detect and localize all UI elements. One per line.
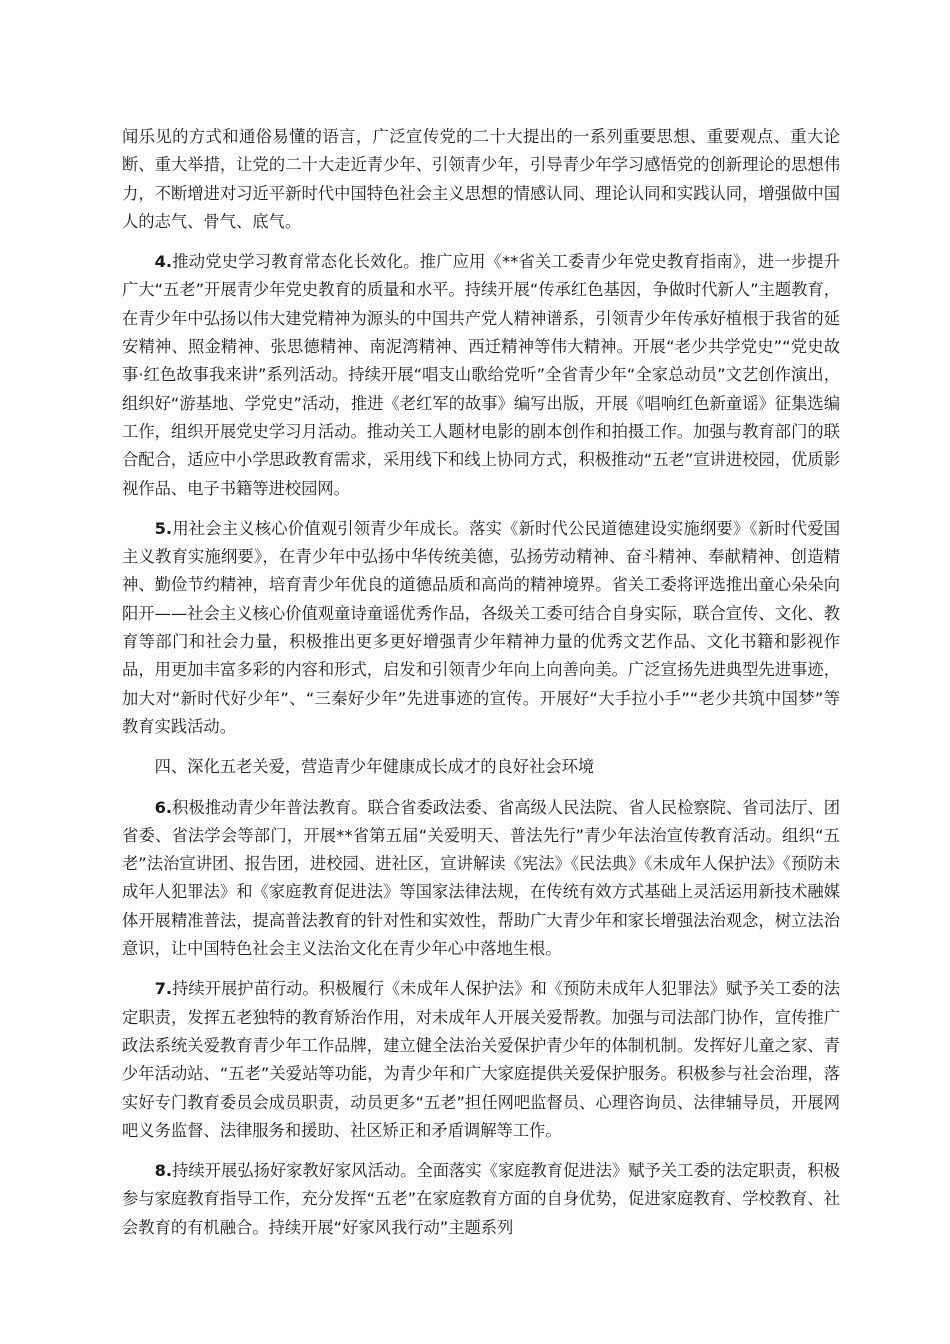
item-number: 5.	[154, 518, 173, 538]
section-heading-text: 四、深化五老关爱，营造青少年健康成长成才的良好社会环境	[154, 757, 595, 777]
paragraph-item-7	[122, 975, 840, 1145]
paragraph-item-4	[122, 248, 840, 503]
paragraph-text: 推动党史学习教育常态化长效化。推广应用《**省关工委青少年党史教育指南》，进一步提升广大“五老”开展青少年党史教育的质量和水平。持续开展“传承红色基因，争做时代新人”主题教育，在青少年中弘扬以伟大建党精神为源头的中国共产党人精神谱系，引领青少年传承好植根于我省的延安精神、照金精神、张思德精神、南泥湾精神、西迁精神等伟大精神。开展“老少共学党史”“党史故事·红色故事我来讲”系列活动。持续开展“唱支山歌给党听”全省青少年“全家总动员”文艺创作演出，组织好“游基地、学党史”活动，推进《老红军的故事》编写出版，开展《唱响红色新童谣》征集选编工作，组织开展党史学习月活动。推动关工人题材电影的剧本创作和拍摄工作。加强与教育部门的联合配合，适应中小学思政教育需求，采用线下和线上协同方式，积极推动“五老”宣讲进校园，优质影视作品、电子书籍等进校园网。	[122, 252, 840, 498]
section-heading	[122, 753, 840, 781]
paragraph-text: 积极推动青少年普法教育。联合省委政法委、省高级人民法院、省人民检察院、省司法厅、团省委、省法学会等部门，开展**省第五届“关爱明天、普法先行”青少年法治宣传教育活动。组织“五老”法治宣讲团、报告团，进校园、进社区，宣讲解读《宪法》《民法典》《未成年人保护法》《预防未成年人犯罪法》和《家庭教育促进法》等国家法律法规，在传统有效方式基础上灵活运用新技术融媒体开展精准普法，提高普法教育的针对性和实效性，帮助广大青少年和家长增强法治观念，树立法治意识，让中国特色社会主义法治文化在青少年心中落地生根。	[122, 797, 840, 959]
item-number: 6.	[154, 797, 173, 817]
paragraph-item-5	[122, 515, 840, 741]
item-number: 4.	[154, 252, 173, 272]
item-number: 8.	[154, 1161, 173, 1181]
paragraph-text: 闻乐见的方式和通俗易懂的语言，广泛宣传党的二十大提出的一系列重要思想、重要观点、重大论断、重大举措，让党的二十大走近青少年、引领青少年，引导青少年学习感悟党的创新理论的思想伟力，不断增进对习近平新时代中国特色社会主义思想的情感认同、理论认同和实践认同，增强做中国人的志气、骨气、底气。	[122, 127, 840, 231]
item-number: 7.	[154, 979, 173, 999]
paragraph-text: 用社会主义核心价值观引领青少年成长。落实《新时代公民道德建设实施纲要》《新时代爱国主义教育实施纲要》，在青少年中弘扬中华传统美德，弘扬劳动精神、奋斗精神、奉献精神、创造精神、勤俭节约精神，培育青少年优良的道德品质和高尚的精神境界。省关工委将评选推出童心朵朵向阳开——社会主义核心价值观童诗童谣优秀作品，各级关工委可结合自身实际，联合宣传、文化、教育等部门和社会力量，积极推出更多更好增强青少年精神力量的优秀文艺作品、文化书籍和影视作品，用更加丰富多彩的内容和形式，启发和引领青少年向上向善向美。广泛宣扬先进典型先进事迹，加大对“新时代好少年”、“三秦好少年”先进事迹的宣传。开展好“大手拉小手”“老少共筑中国梦”等教育实践活动。	[122, 518, 840, 736]
paragraph-item-8	[122, 1157, 840, 1242]
paragraph-continuation	[122, 123, 840, 236]
paragraph-text: 持续开展护苗行动。积极履行《未成年人保护法》和《预防未成年人犯罪法》赋予关工委的法定职责，发挥五老独特的教育矫治作用，对未成年人开展关爱帮教。加强与司法部门协作，宣传推广政法系统关爱教育青少年工作品牌，建立健全法治关爱保护青少年的体制机制。发挥好儿童之家、青少年活动站、“五老”关爱站等功能，为青少年和广大家庭提供关爱保护服务。积极参与社会治理，落实好专门教育委员会成员职责，动员更多“五老”担任网吧监督员、心理咨询员、法律辅导员，开展网吧义务监督、法律服务和援助、社区矫正和矛盾调解等工作。	[122, 979, 840, 1140]
paragraph-text: 持续开展弘扬好家教好家风活动。全面落实《家庭教育促进法》赋予关工委的法定职责，积极参与家庭教育指导工作，充分发挥“五老”在家庭教育方面的自身优势，促进家庭教育、学校教育、社会教育的有机融合。持续开展“好家风我行动”主题系列	[122, 1161, 840, 1237]
document-body	[122, 123, 840, 1254]
paragraph-item-6	[122, 794, 840, 964]
